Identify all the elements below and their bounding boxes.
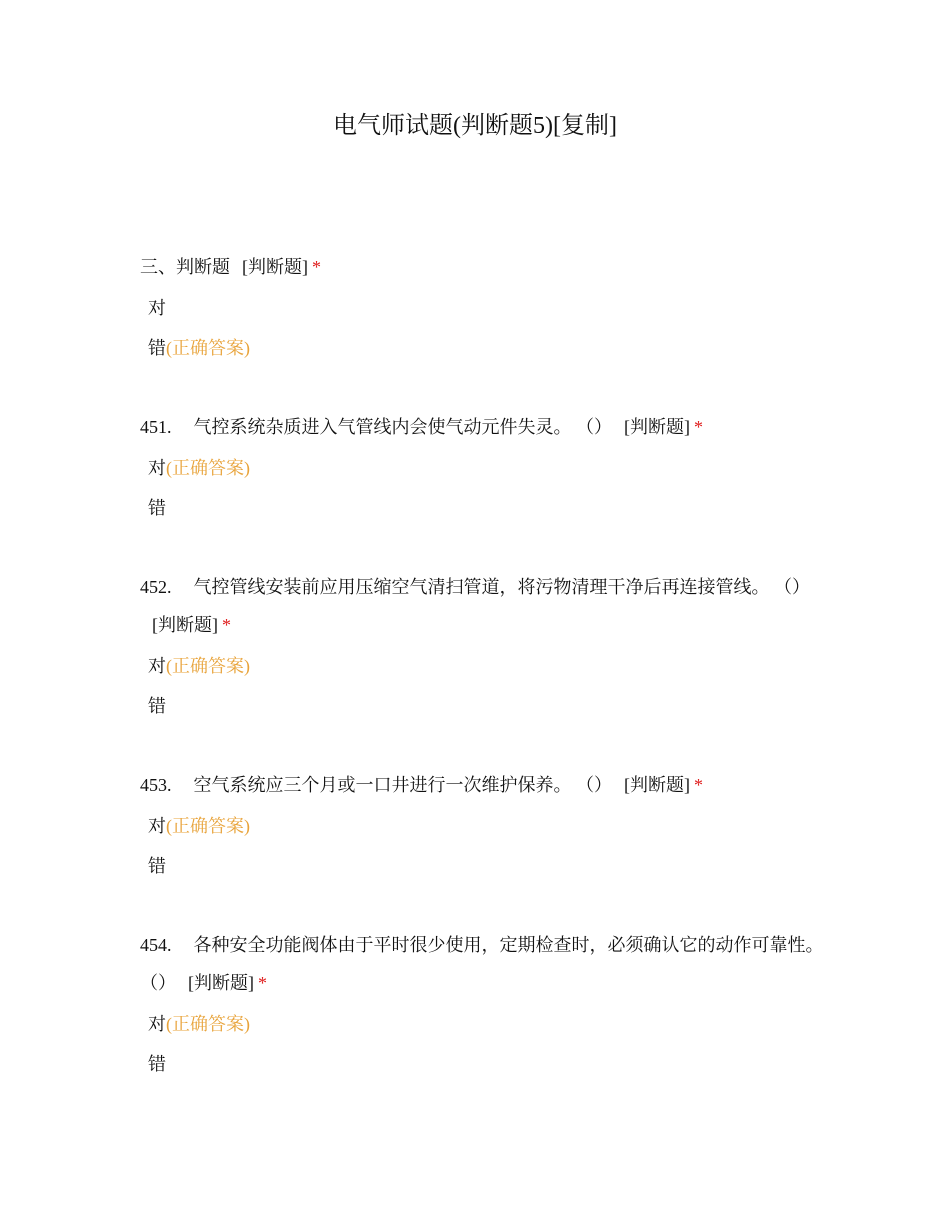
option-false[interactable] — [140, 1044, 830, 1084]
required-asterisk: * — [694, 417, 703, 437]
option-true[interactable] — [140, 646, 830, 686]
question-text-line — [140, 408, 830, 446]
question-type-label: [判断题] — [152, 615, 218, 635]
required-asterisk: * — [258, 973, 267, 993]
option-label: 错 — [148, 696, 166, 716]
option-list — [140, 1004, 830, 1084]
required-asterisk: * — [694, 775, 703, 795]
option-label: 错 — [148, 1054, 166, 1074]
question-text-line — [140, 248, 830, 286]
question-text-line — [140, 568, 830, 644]
question-text-line — [140, 766, 830, 804]
option-label: 错 — [148, 498, 166, 518]
option-true[interactable] — [140, 1004, 830, 1044]
question-item — [140, 408, 830, 528]
option-true[interactable] — [140, 448, 830, 488]
question-text: 三、判断题 — [140, 257, 230, 277]
question-text-line — [140, 926, 830, 1002]
page-title: 电气师试题(判断题5)[复制] — [333, 113, 617, 139]
option-label: 对 — [148, 458, 166, 478]
option-true[interactable] — [140, 288, 830, 328]
option-list — [140, 806, 830, 886]
option-label: 错 — [148, 338, 166, 358]
option-label: 对 — [148, 816, 166, 836]
option-true[interactable] — [140, 806, 830, 846]
option-list — [140, 288, 830, 368]
option-false[interactable] — [140, 488, 830, 528]
option-label: 对 — [148, 656, 166, 676]
correct-answer-tag: (正确答案) — [166, 338, 250, 358]
question-number: 454. — [140, 935, 172, 955]
correct-answer-tag: (正确答案) — [166, 816, 250, 836]
correct-answer-tag: (正确答案) — [166, 656, 250, 676]
question-type-label: [判断题] — [188, 973, 254, 993]
required-asterisk: * — [312, 257, 321, 277]
question-list — [140, 248, 830, 1124]
question-item — [140, 568, 830, 726]
question-number: 451. — [140, 417, 172, 437]
question-text: 各种安全功能阀体由于平时很少使用，定期检查时，必须确认它的动作可靠性。 （） — [140, 935, 824, 993]
question-text: 气控系统杂质进入气管线内会使气动元件失灵。 （） — [193, 417, 612, 437]
option-false[interactable] — [140, 846, 830, 886]
question-type-label: [判断题] — [624, 417, 690, 437]
option-false[interactable] — [140, 686, 830, 726]
question-item — [140, 926, 830, 1084]
question-text: 气控管线安装前应用压缩空气清扫管道，将污物清理干净后再连接管线。 （） — [193, 577, 810, 597]
question-type-label: [判断题] — [242, 257, 308, 277]
option-list — [140, 646, 830, 726]
correct-answer-tag: (正确答案) — [166, 1014, 250, 1034]
option-label: 对 — [148, 298, 166, 318]
question-item — [140, 248, 830, 368]
required-asterisk: * — [222, 615, 231, 635]
option-list — [140, 448, 830, 528]
option-label: 错 — [148, 856, 166, 876]
question-type-label: [判断题] — [624, 775, 690, 795]
option-false[interactable] — [140, 328, 830, 368]
question-text: 空气系统应三个月或一口井进行一次维护保养。 （） — [193, 775, 612, 795]
correct-answer-tag: (正确答案) — [166, 458, 250, 478]
question-item — [140, 766, 830, 886]
question-number: 452. — [140, 577, 172, 597]
option-label: 对 — [148, 1014, 166, 1034]
question-number: 453. — [140, 775, 172, 795]
